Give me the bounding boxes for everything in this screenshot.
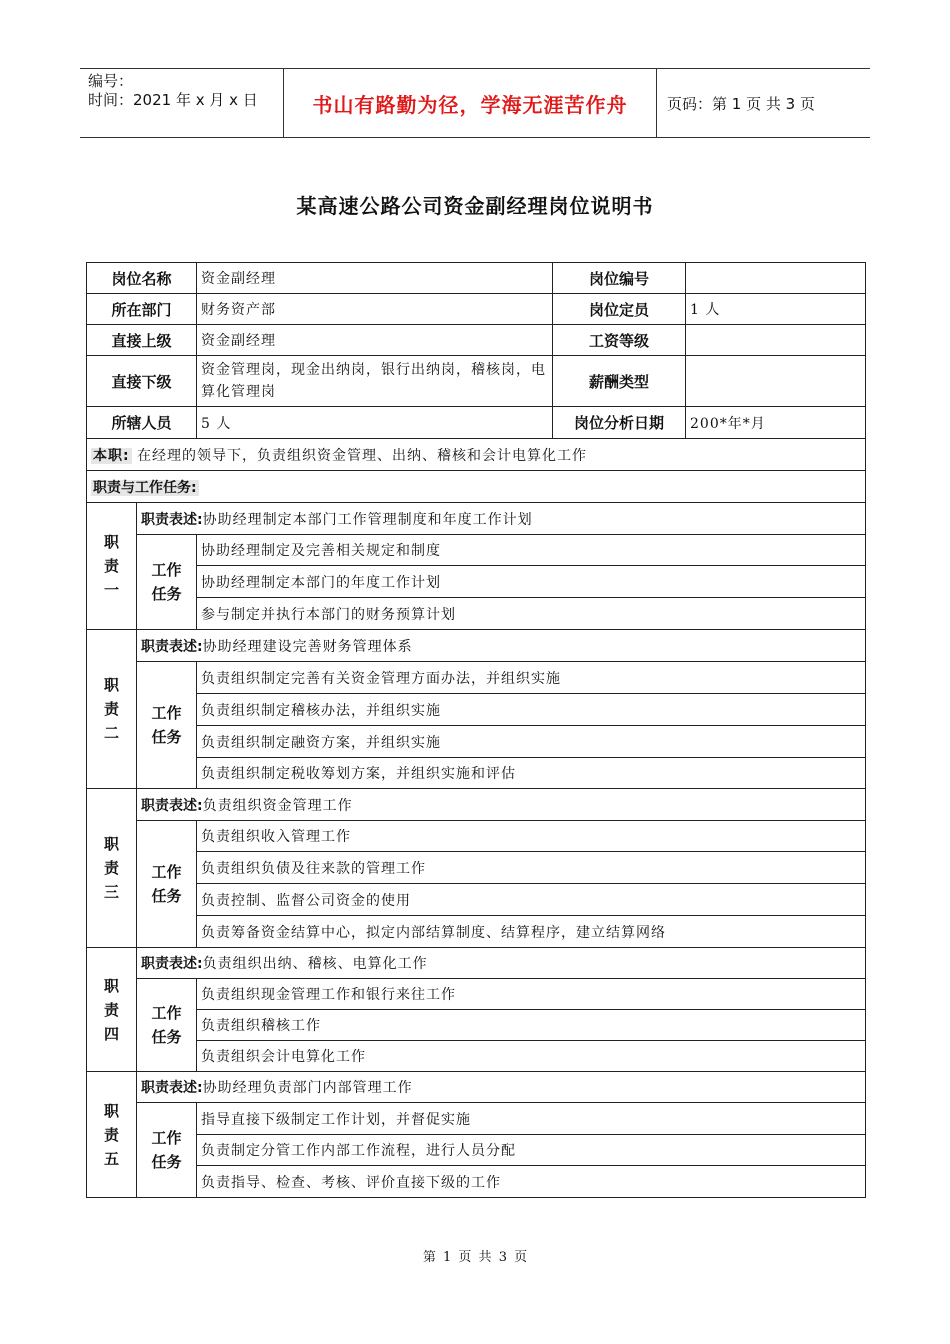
doc-number-label: 编号： — [88, 72, 134, 90]
task-label-line: 任务 — [151, 728, 182, 746]
task-label — [137, 535, 197, 630]
task-label-line: 工作 — [151, 1004, 182, 1022]
task-row — [87, 821, 866, 852]
task-row — [87, 1166, 866, 1198]
task-item: 协助经理制定及完善相关规定和制度 — [197, 535, 866, 566]
duty-description — [137, 789, 866, 821]
field-value: 财务资产部 — [197, 294, 553, 325]
task-item: 负责制定分管工作内部工作流程，进行人员分配 — [197, 1135, 866, 1166]
task-label — [137, 662, 197, 789]
duty-desc-row — [87, 630, 866, 662]
task-row — [87, 852, 866, 884]
duties-header-cell — [87, 471, 866, 503]
task-row — [87, 979, 866, 1010]
duty-name-char: 四 — [103, 1024, 119, 1043]
task-label-line: 工作 — [151, 1129, 182, 1147]
duty-name-char: 责 — [103, 557, 119, 575]
duty-desc-row — [87, 503, 866, 535]
task-item: 负责组织会计电算化工作 — [197, 1041, 866, 1072]
task-label-line: 任务 — [151, 1153, 182, 1171]
task-item: 指导直接下级制定工作计划，并督促实施 — [197, 1103, 866, 1135]
field-label: 直接下级 — [87, 356, 197, 407]
duty-desc-text: 负责组织资金管理工作 — [202, 797, 353, 814]
duty-name-char: 职 — [103, 676, 119, 694]
field-label: 所辖人员 — [87, 407, 197, 439]
task-item: 负责筹备资金结算中心，拟定内部结算制度、结算程序，建立结算网络 — [197, 916, 866, 948]
field-value — [686, 356, 866, 407]
task-row — [87, 535, 866, 566]
task-row — [87, 758, 866, 789]
task-item: 负责组织现金管理工作和银行来往工作 — [197, 979, 866, 1010]
duty-name-char: 责 — [103, 859, 119, 877]
task-row — [87, 1010, 866, 1041]
basic-row — [87, 407, 866, 439]
task-item: 负责组织收入管理工作 — [197, 821, 866, 852]
task-label — [137, 1103, 197, 1198]
basic-row — [87, 263, 866, 294]
task-label-line: 任务 — [151, 887, 182, 905]
field-value: 1 人 — [686, 294, 866, 325]
duty-name-char: 责 — [103, 1000, 119, 1019]
duty-name-char: 责 — [103, 1125, 119, 1144]
main-duty-text: 在经理的领导下，负责组织资金管理、出纳、稽核和会计电算化工作 — [137, 447, 588, 464]
task-item: 负责组织制定完善有关资金管理方面办法，并组织实施 — [197, 662, 866, 694]
duty-desc-text: 协助经理建设完善财务管理体系 — [202, 638, 413, 655]
header-meta — [80, 69, 283, 137]
duty-desc-row — [87, 789, 866, 821]
duty-name — [87, 789, 137, 948]
field-value: 5 人 — [197, 407, 553, 439]
task-label-line: 任务 — [151, 585, 182, 603]
field-value: 资金副经理 — [197, 325, 553, 356]
task-item: 负责组织制定税收筹划方案，并组织实施和评估 — [197, 758, 866, 789]
header-page-info: 页码：第 1 页 共 3 页 — [667, 94, 815, 113]
field-label: 直接上级 — [87, 325, 197, 356]
duty-name-char: 三 — [103, 883, 119, 901]
basic-row — [87, 325, 866, 356]
duty-name-char: 职 — [103, 533, 119, 551]
duties-header: 职责与工作任务: — [93, 479, 197, 496]
duty-name — [87, 948, 137, 1072]
task-label-line: 任务 — [151, 1028, 182, 1046]
task-label — [137, 821, 197, 948]
duty-name-char: 一 — [103, 581, 119, 599]
header-motto: 书山有路勤为径，学海无涯苦作舟 — [283, 69, 657, 137]
duty-name-char: 职 — [103, 1101, 119, 1120]
job-description-table — [86, 262, 866, 1198]
task-row — [87, 1041, 866, 1072]
task-label — [137, 979, 197, 1072]
task-label-line: 工作 — [151, 863, 182, 881]
task-label-line: 工作 — [151, 561, 182, 579]
task-item: 负责组织制定稽核办法，并组织实施 — [197, 694, 866, 726]
task-row — [87, 1103, 866, 1135]
task-item: 负责控制、监督公司资金的使用 — [197, 884, 866, 916]
duty-name — [87, 630, 137, 789]
field-value — [686, 325, 866, 356]
task-row — [87, 916, 866, 948]
basic-row — [87, 294, 866, 325]
field-label: 岗位定员 — [553, 294, 686, 325]
duty-name-char: 五 — [103, 1149, 119, 1168]
task-row — [87, 694, 866, 726]
field-label: 工资等级 — [553, 325, 686, 356]
field-value: 资金副经理 — [197, 263, 553, 294]
field-label: 岗位名称 — [87, 263, 197, 294]
task-label-line: 工作 — [151, 704, 182, 722]
duty-name — [87, 503, 137, 630]
duty-desc-label: 职责表述: — [141, 511, 203, 528]
task-item: 负责组织负债及往来款的管理工作 — [197, 852, 866, 884]
duty-desc-text: 负责组织出纳、稽核、电算化工作 — [202, 956, 428, 972]
task-row — [87, 884, 866, 916]
duty-desc-row — [87, 948, 866, 979]
duty-description — [137, 630, 866, 662]
task-row — [87, 662, 866, 694]
field-value: 200*年*月 — [686, 407, 866, 439]
duty-description — [137, 503, 866, 535]
duty-description — [137, 1072, 866, 1103]
duty-name-char: 二 — [103, 724, 119, 742]
field-value — [686, 263, 866, 294]
doc-time-label: 时间：2021 年 x 月 x 日 — [88, 91, 258, 109]
task-item: 负责组织稽核工作 — [197, 1010, 866, 1041]
document-title: 某高速公路公司资金副经理岗位说明书 — [296, 194, 654, 218]
duty-desc-label: 职责表述: — [141, 797, 203, 814]
duty-desc-text: 协助经理制定本部门工作管理制度和年度工作计划 — [202, 511, 533, 528]
duty-desc-text: 协助经理负责部门内部管理工作 — [202, 1080, 413, 1096]
duties-header-row — [87, 471, 866, 503]
field-label: 岗位编号 — [553, 263, 686, 294]
field-label: 岗位分析日期 — [553, 407, 686, 439]
task-item: 参与制定并执行本部门的财务预算计划 — [197, 598, 866, 630]
main-duty-row — [87, 439, 866, 471]
field-label: 薪酬类型 — [553, 356, 686, 407]
basic-row — [87, 356, 866, 407]
main-duty-cell — [87, 439, 866, 471]
page-footer: 第 1 页 共 3 页 — [422, 1250, 528, 1265]
task-item: 协助经理制定本部门的年度工作计划 — [197, 566, 866, 598]
duty-desc-label: 职责表述: — [141, 638, 203, 655]
duty-description — [137, 948, 866, 979]
duty-name-char: 职 — [103, 976, 119, 995]
task-row — [87, 598, 866, 630]
duty-name — [87, 1072, 137, 1198]
duty-desc-row — [87, 1072, 866, 1103]
page-header — [80, 68, 870, 138]
task-row — [87, 726, 866, 758]
task-item: 负责组织制定融资方案，并组织实施 — [197, 726, 866, 758]
duty-desc-label: 职责表述: — [141, 956, 203, 972]
task-row — [87, 1135, 866, 1166]
field-value: 资金管理岗，现金出纳岗，银行出纳岗，稽核岗，电算化管理岗 — [197, 356, 553, 407]
task-item: 负责指导、检查、考核、评价直接下级的工作 — [197, 1166, 866, 1198]
duty-desc-label: 职责表述: — [141, 1080, 203, 1096]
duty-name-char: 职 — [103, 835, 119, 853]
duty-name-char: 责 — [103, 700, 119, 718]
main-duty-label: 本职: — [93, 447, 130, 464]
field-label: 所在部门 — [87, 294, 197, 325]
task-row — [87, 566, 866, 598]
